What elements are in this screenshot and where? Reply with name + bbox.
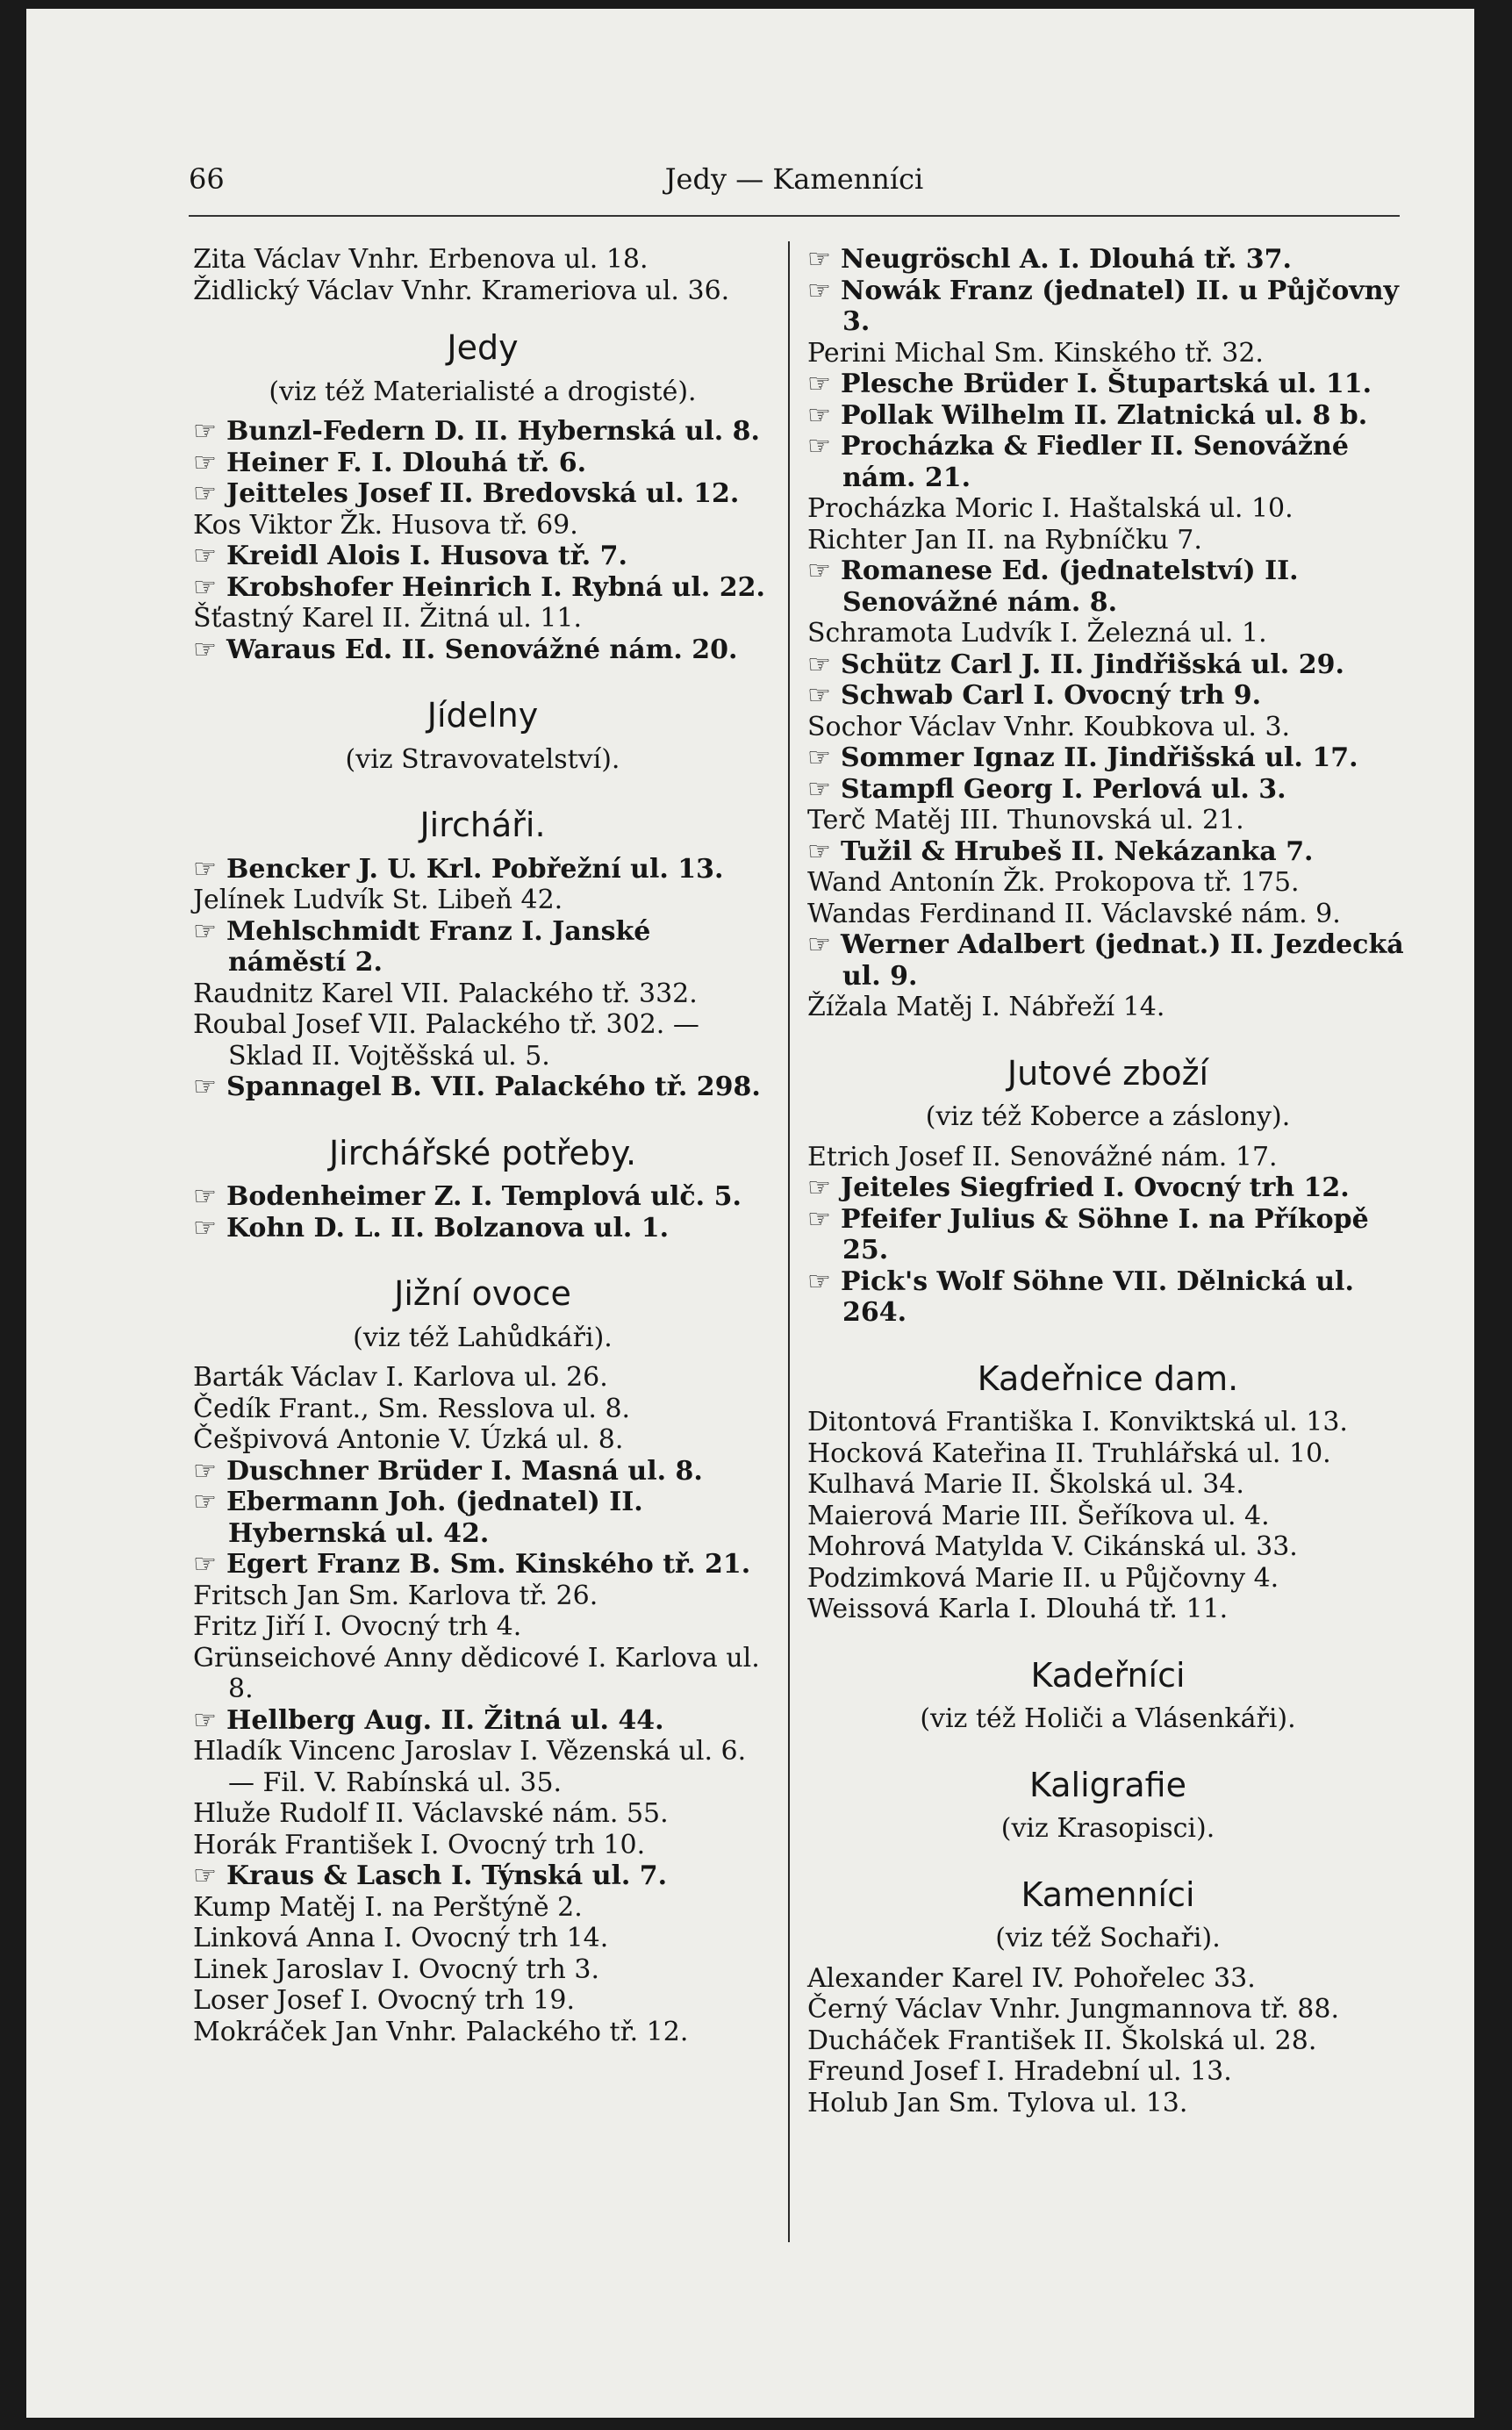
directory-entry [193, 1611, 772, 1643]
entry-text: Egert Franz B. Sm. Kinského tř. 21. [226, 1549, 751, 1580]
entry-text: Mohrová Matylda V. Cikánská ul. 33. [807, 1531, 1298, 1562]
pointing-hand-icon: ☞ [807, 1203, 831, 1235]
see-also-jedy: (viz též Materialisté a drogisté). [269, 376, 697, 407]
pointing-hand-icon: ☞ [193, 1704, 217, 1736]
entry-text: Perini Michal Sm. Kinského tř. 32. [807, 337, 1264, 369]
pointing-hand-icon: ☞ [193, 541, 217, 571]
entries-jedy [193, 416, 772, 665]
section-title-kaligrafie: Kaligrafie [1029, 1765, 1186, 1804]
entry-text: Kohn D. L. II. Bolzanova ul. 1. [226, 1212, 670, 1244]
pointing-hand-icon: ☞ [193, 1549, 217, 1580]
entry-text: Mehlschmidt Franz I. Janské náměstí 2. [226, 915, 651, 978]
directory-entry [193, 916, 772, 978]
pointing-hand-icon: ☞ [193, 1860, 217, 1891]
column-divider [788, 241, 790, 2242]
pointing-hand-icon: ☞ [193, 1072, 217, 1102]
running-title: Jedy — Kamenníci [664, 162, 924, 196]
directory-entry [807, 493, 1408, 525]
directory-entry [807, 338, 1408, 369]
directory-entry [807, 836, 1408, 868]
entry-text: Etrich Josef II. Senovážné nám. 17. [807, 1141, 1278, 1172]
section-title-jedy: Jedy [447, 328, 519, 367]
entry-text: Schütz Carl J. II. Jindřišská ul. 29. [841, 649, 1344, 680]
directory-entry [193, 1362, 772, 1394]
entry-text: Hladík Vincenc Jaroslav I. Vězenská ul. 6. — Fil. V. Rabínská ul. 35. [193, 1736, 747, 1798]
directory-entry [193, 1581, 772, 1612]
entry-text: Ditontová Františka I. Konviktská ul. 13. [807, 1407, 1348, 1437]
directory-entry [193, 1923, 772, 1954]
entry-text: Černý Václav Vnhr. Jungmannova tř. 88. [807, 1994, 1340, 2025]
directory-entry [807, 431, 1408, 493]
entry-text: Čedík Frant., Sm. Resslova ul. 8. [193, 1393, 631, 1424]
directory-entry [807, 1594, 1408, 1625]
entry-text: Grünseichové Anny dědicové I. Karlova ul. 8. [193, 1642, 760, 1704]
directory-entry [807, 649, 1408, 681]
section-title-kamennici: Kamenníci [1021, 1874, 1195, 1914]
pointing-hand-icon: ☞ [193, 1455, 217, 1487]
entry-text: Horák František I. Ovocný trh 10. [193, 1829, 646, 1860]
see-also-kadernici: (viz též Holiči a Vlásenkáři). [920, 1703, 1296, 1734]
entry-text: Barták Václav I. Karlova ul. 26. [193, 1362, 608, 1393]
directory-entry [807, 1501, 1408, 1532]
entry-text: Mokráček Jan Vnhr. Palackého tř. 12. [193, 2016, 689, 2047]
directory-entry [807, 774, 1408, 806]
pointing-hand-icon: ☞ [807, 1172, 831, 1203]
entry-text: Weissová Karla I. Dlouhá tř. 11. [807, 1594, 1229, 1624]
directory-entry [193, 416, 772, 448]
entry-text: Kreidl Alois I. Husova tř. 7. [226, 541, 628, 571]
directory-entry [807, 244, 1408, 276]
directory-entry [807, 1204, 1408, 1266]
pointing-hand-icon: ☞ [807, 929, 831, 960]
entry-text: Kraus & Lasch I. Týnská ul. 7. [226, 1860, 668, 1891]
directory-entry [193, 1456, 772, 1487]
entry-text: Bencker J. U. Krl. Pobřežní ul. 13. [226, 853, 724, 885]
pointing-hand-icon: ☞ [193, 634, 217, 665]
directory-entry [193, 1830, 772, 1861]
directory-entry [193, 1705, 772, 1737]
entry-text: Hluže Rudolf II. Václavské nám. 55. [193, 1798, 669, 1829]
directory-entry [193, 603, 772, 634]
directory-entry [807, 899, 1408, 930]
entries-kamennici [807, 1963, 1408, 2119]
see-also-kaligrafie: (viz Krasopisci). [1000, 1813, 1215, 1844]
entry-text: Holub Jan Sm. Tylova ul. 13. [807, 2087, 1188, 2118]
entry-text: Židlický Václav Vnhr. Krameriova ul. 36. [193, 275, 730, 306]
pointing-hand-icon: ☞ [193, 1181, 217, 1212]
directory-entry [193, 634, 772, 666]
directory-entry [193, 885, 772, 916]
pointing-hand-icon: ☞ [807, 399, 831, 431]
directory-entry [193, 541, 772, 572]
entry-text: Stampfl Georg I. Perlová ul. 3. [841, 773, 1286, 805]
entry-text: Nowák Franz (jednatel) II. u Půjčovny 3. [841, 275, 1399, 337]
entry-text: Fritsch Jan Sm. Karlova tř. 26. [193, 1580, 598, 1611]
directory-entry [807, 867, 1408, 899]
directory-entry [807, 805, 1408, 836]
page-number: 66 [189, 162, 225, 196]
entry-text: Procházka Moric I. Haštalská ul. 10. [807, 493, 1293, 524]
entry-text: Jelínek Ludvík St. Libeň 42. [193, 885, 563, 915]
directory-entry [193, 478, 772, 510]
entry-text: Waraus Ed. II. Senovážné nám. 20. [226, 634, 738, 665]
entry-text: Fritz Jiří I. Ovocný trh 4. [193, 1611, 522, 1642]
directory-entry [193, 1487, 772, 1549]
directory-entry [807, 1994, 1408, 2025]
section-title-jircharske-potreby: Jirchářské potřeby. [328, 1133, 637, 1172]
entry-text: Alexander Karel IV. Pohořelec 33. [807, 1962, 1256, 1994]
pointing-hand-icon: ☞ [193, 478, 217, 509]
directory-entry [193, 276, 772, 307]
directory-entry [193, 1643, 772, 1705]
entry-text: Hellberg Aug. II. Žitná ul. 44. [226, 1704, 664, 1736]
entry-text: Pollak Wilhelm II. Zlatnická ul. 8 b. [841, 399, 1368, 431]
directory-entry [193, 1860, 772, 1892]
entry-text: Jeiteles Siegfried I. Ovocný trh 12. [841, 1172, 1350, 1203]
directory-entry [193, 244, 772, 276]
directory-entry [807, 2025, 1408, 2057]
directory-entry [193, 1424, 772, 1456]
entry-text: Heiner F. I. Dlouhá tř. 6. [226, 447, 587, 478]
directory-entry [807, 1531, 1408, 1563]
entry-text: Neugröschl A. I. Dlouhá tř. 37. [841, 244, 1292, 275]
directory-entry [807, 712, 1408, 743]
pointing-hand-icon: ☞ [807, 835, 831, 867]
see-also-jutove-zbozi: (viz též Koberce a záslony). [925, 1101, 1291, 1132]
entries-kadernice [807, 1407, 1408, 1625]
entry-text: Kulhavá Marie II. Školská ul. 34. [807, 1469, 1244, 1500]
pointing-hand-icon: ☞ [807, 1265, 831, 1297]
directory-entry [807, 2056, 1408, 2088]
directory-entry [807, 1172, 1408, 1204]
entry-text: Sommer Ignaz II. Jindřišská ul. 17. [841, 742, 1358, 773]
directory-entry [807, 742, 1408, 774]
directory-entry [193, 572, 772, 604]
directory-entry [193, 1954, 772, 1986]
entry-text: Tužil & Hrubeš II. Nekázanka 7. [841, 835, 1314, 867]
pointing-hand-icon: ☞ [193, 915, 217, 947]
directory-entry [807, 1142, 1408, 1173]
entry-text: Krobshofer Heinrich I. Rybná ul. 22. [226, 571, 765, 603]
entry-text: Ducháček František II. Školská ul. 28. [807, 2025, 1317, 2056]
directory-entry [807, 556, 1408, 618]
directory-entry [193, 448, 772, 479]
entry-text: Procházka & Fiedler II. Senovážné nám. 21. [841, 431, 1349, 493]
entry-text: Jeitteles Josef II. Bredovská ul. 12. [226, 478, 740, 509]
directory-entry [193, 1985, 772, 2017]
directory-entry [807, 680, 1408, 712]
page-header [189, 162, 1400, 217]
entry-text: Podzimková Marie II. u Půjčovny 4. [807, 1562, 1279, 1594]
directory-entry [807, 525, 1408, 556]
entry-text: Werner Adalbert (jednat.) II. Jezdecká ul. 9. [841, 929, 1404, 992]
directory-entry [193, 1009, 772, 1072]
pointing-hand-icon: ☞ [193, 571, 217, 603]
directory-entry [807, 1438, 1408, 1470]
directory-entry [807, 618, 1408, 649]
pointing-hand-icon: ☞ [807, 649, 831, 680]
directory-entry [193, 1798, 772, 1830]
entry-text: Pick's Wolf Söhne VII. Dělnická ul. 264. [841, 1265, 1354, 1328]
pointing-hand-icon: ☞ [193, 1212, 217, 1244]
directory-entry [807, 1563, 1408, 1595]
entry-text: Češpivová Antonie V. Úzká ul. 8. [193, 1424, 624, 1455]
entry-text: Kump Matěj I. na Perštýně 2. [193, 1891, 583, 1923]
pointing-hand-icon: ☞ [193, 1487, 217, 1517]
pointing-hand-icon: ☞ [807, 773, 831, 805]
directory-entry [193, 1736, 772, 1798]
entry-text: Roubal Josef VII. Palackého tř. 302. — Sklad II. Vojtěšská ul. 5. [193, 1009, 699, 1072]
entry-text: Spannagel B. VII. Palackého tř. 298. [226, 1072, 761, 1102]
right-prelude [807, 244, 1408, 1023]
directory-entry [807, 929, 1408, 992]
entry-text: Wand Antonín Žk. Prokopova tř. 175. [807, 867, 1300, 898]
entry-text: Wandas Ferdinand II. Václavské nám. 9. [807, 898, 1341, 929]
left-column [193, 244, 772, 2047]
entry-text: Bodenheimer Z. I. Templová ulč. 5. [226, 1181, 742, 1212]
directory-entry [193, 1394, 772, 1425]
directory-entry [807, 1469, 1408, 1501]
directory-entry [807, 2088, 1408, 2119]
pointing-hand-icon: ☞ [193, 853, 217, 885]
right-column [807, 244, 1408, 2118]
section-title-kadernice: Kadeřnice dam. [977, 1358, 1239, 1398]
entries-jizni-ovoce [193, 1362, 772, 2047]
see-also-kamennici: (viz též Sochaři). [995, 1923, 1221, 1953]
entry-text: Ebermann Joh. (jednatel) II. Hybernská ul. 42. [226, 1487, 643, 1549]
directory-entry [807, 276, 1408, 338]
directory-entry [807, 400, 1408, 432]
see-also-jidelny: (viz Stravovatelství). [345, 743, 620, 775]
directory-page [26, 9, 1474, 2418]
pointing-hand-icon: ☞ [193, 416, 217, 447]
directory-entry [193, 2017, 772, 2048]
entry-text: Linková Anna I. Ovocný trh 14. [193, 1923, 609, 1953]
entry-text: Žížala Matěj I. Nábřeží 14. [807, 992, 1165, 1022]
entry-text: Loser Josef I. Ovocný trh 19. [193, 1985, 575, 2016]
entry-text: Schwab Carl I. Ovocný trh 9. [841, 680, 1262, 711]
entry-text: Maierová Marie III. Šeříkova ul. 4. [807, 1500, 1270, 1531]
left-prelude [193, 244, 772, 306]
entry-text: Plesche Brüder I. Štupartská ul. 11. [841, 369, 1372, 399]
entry-text: Linek Jaroslav I. Ovocný trh 3. [193, 1953, 599, 1985]
directory-entry [193, 978, 772, 1010]
pointing-hand-icon: ☞ [807, 680, 831, 711]
entry-text: Zita Václav Vnhr. Erbenova ul. 18. [193, 244, 649, 275]
entry-text: Schramota Ludvík I. Železná ul. 1. [807, 618, 1267, 649]
entry-text: Terč Matěj III. Thunovská ul. 21. [807, 805, 1244, 835]
entries-jircharske-potreby [193, 1181, 772, 1244]
directory-entry [193, 854, 772, 885]
entries-jutove-zbozi [807, 1142, 1408, 1329]
entry-text: Romanese Ed. (jednatelství) II. Senovážné nám. 8. [841, 556, 1299, 618]
entry-text: Pfeifer Julius & Söhne I. na Příkopě 25. [841, 1203, 1369, 1265]
directory-entry [807, 1266, 1408, 1329]
directory-entry [807, 369, 1408, 400]
directory-entry [807, 1407, 1408, 1438]
pointing-hand-icon: ☞ [807, 244, 831, 275]
directory-entry [193, 1549, 772, 1581]
entry-text: Hocková Kateřina II. Truhlářská ul. 10. [807, 1437, 1331, 1469]
section-title-jutove-zbozi: Jutové zboží [1007, 1053, 1209, 1093]
pointing-hand-icon: ☞ [807, 369, 831, 399]
pointing-hand-icon: ☞ [807, 742, 831, 773]
entry-text: Freund Josef I. Hradební ul. 13. [807, 2056, 1232, 2087]
directory-entry [193, 1892, 772, 1924]
section-title-kadernici: Kadeřníci [1030, 1655, 1186, 1695]
section-title-jidelny: Jídelny [426, 696, 539, 735]
entry-text: Duschner Brüder I. Masná ul. 8. [226, 1455, 703, 1487]
section-title-jirchari: Jircháři. [419, 806, 546, 844]
entries-jirchari [193, 854, 772, 1103]
directory-entry [807, 992, 1408, 1023]
directory-entry [193, 1181, 772, 1213]
see-also-jizni-ovoce: (viz též Lahůdkáři). [353, 1322, 613, 1353]
section-title-jizni-ovoce: Jižní ovoce [394, 1274, 571, 1313]
entry-text: Kos Viktor Žk. Husova tř. 69. [193, 509, 578, 541]
entry-text: Sochor Václav Vnhr. Koubkova ul. 3. [807, 711, 1291, 742]
pointing-hand-icon: ☞ [807, 275, 831, 306]
pointing-hand-icon: ☞ [193, 447, 217, 478]
directory-entry [193, 1213, 772, 1244]
pointing-hand-icon: ☞ [807, 556, 831, 586]
entry-text: Šťastný Karel II. Žitná ul. 11. [193, 603, 582, 634]
pointing-hand-icon: ☞ [807, 431, 831, 462]
directory-entry [193, 510, 772, 541]
entry-text: Richter Jan II. na Rybníčku 7. [807, 524, 1202, 556]
entry-text: Raudnitz Karel VII. Palackého tř. 332. [193, 978, 698, 1009]
entry-text: Bunzl-Federn D. II. Hybernská ul. 8. [226, 416, 760, 447]
directory-entry [193, 1072, 772, 1103]
directory-entry [807, 1963, 1408, 1995]
